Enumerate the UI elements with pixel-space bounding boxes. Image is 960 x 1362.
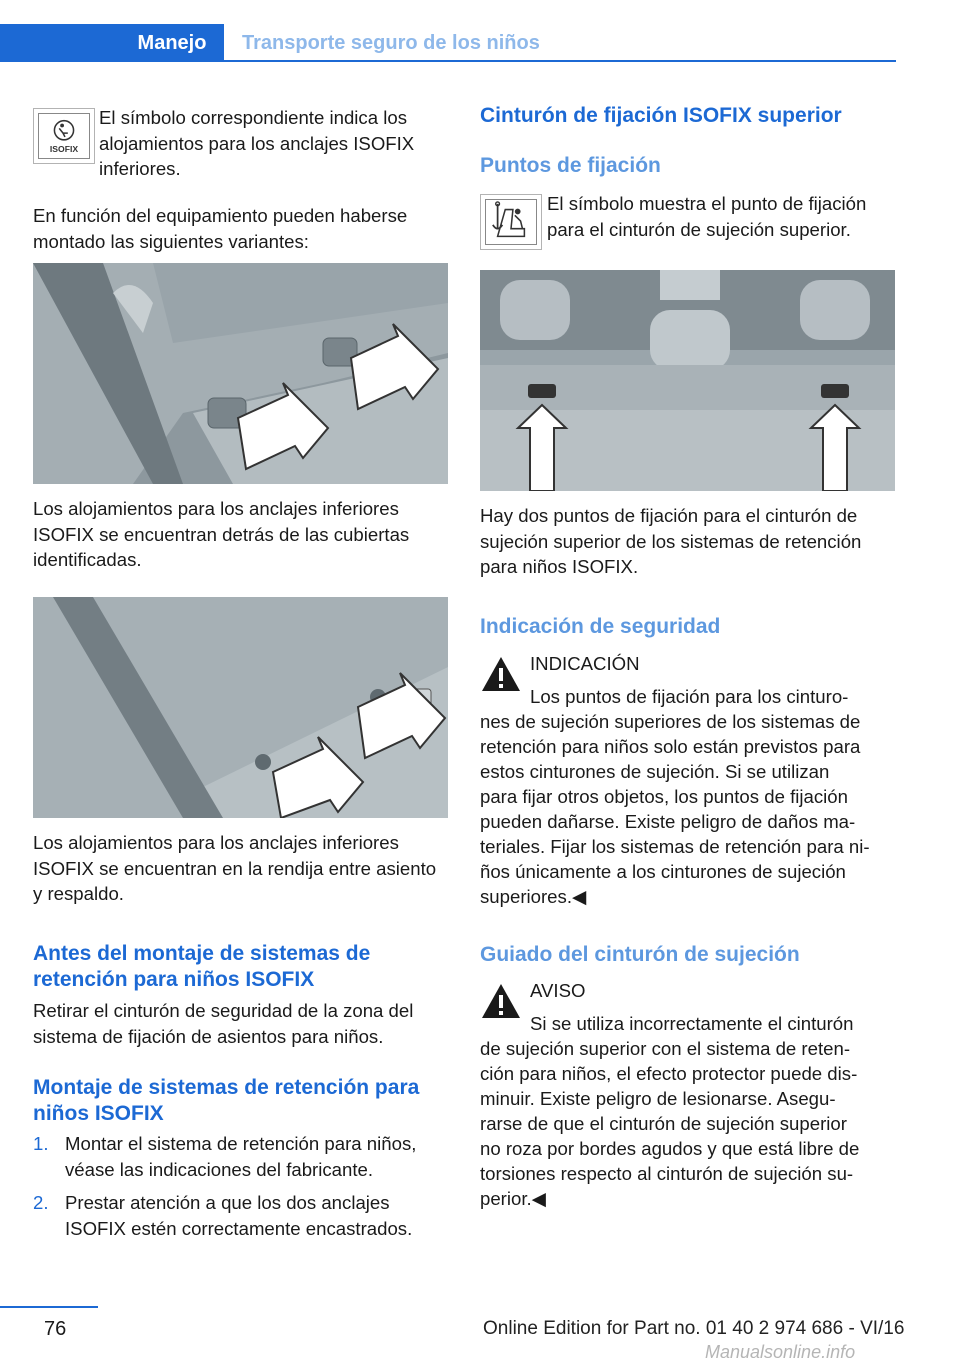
photo3-caption: Hay dos puntos de fijación para el cinturón de sujeción superior de los sistemas de retención para niños ISOFIX. <box>480 505 862 578</box>
step-text: Prestar atención a que los dos anclajes ISOFIX estén correctamente encastrados. <box>65 1192 413 1239</box>
notice-line: Los puntos de fijación para los cinturo- <box>530 686 849 707</box>
isofix-child-seat-icon <box>39 114 89 158</box>
step-number: 1. <box>33 1133 49 1154</box>
safety-heading: Indicación de seguridad <box>480 615 721 638</box>
photo-tether-points <box>480 270 895 491</box>
page-number: 76 <box>44 1318 67 1340</box>
photo2-caption: Los alojamientos para los anclajes inferiores ISOFIX se encuentran en la rendija entre asiento y respaldo. <box>33 832 437 905</box>
warning-line: Si se utiliza incorrectamente el cinturón <box>530 1013 854 1034</box>
isofix-symbol <box>33 108 95 164</box>
variants-text: En función del equipamiento pueden haberse montado las siguientes variantes: <box>33 205 408 252</box>
warning-line: no roza por bordes agudos y que está libre de <box>480 1138 860 1159</box>
anchor-points-heading: Puntos de fijación <box>480 154 661 177</box>
chapter-title[interactable]: Transporte seguro de los niños <box>242 32 540 54</box>
warning-label: AVISO <box>530 980 586 1001</box>
warning-line: ción para niños, el efecto protector puede dis- <box>480 1063 858 1084</box>
notice-line: nes de sujeción superiores de los sistemas de <box>480 711 861 732</box>
list-item <box>33 1131 448 1182</box>
footer-rule <box>0 1306 98 1308</box>
before-mounting-text: Retirar el cinturón de seguridad de la zona del sistema de fijación de asientos para niños. <box>33 1000 414 1047</box>
warning-line: de sujeción superior con el sistema de reten- <box>480 1038 851 1059</box>
warning-line: rarse de que el cinturón de sujeción superior <box>480 1113 847 1134</box>
mounting-heading: Montaje de sistemas de retención para niños ISOFIX <box>33 1076 420 1125</box>
notice-label: INDICACIÓN <box>530 653 640 674</box>
notice-line: ños únicamente a los cinturones de sujeción <box>480 861 846 882</box>
warning-line: perior.◀ <box>480 1188 546 1209</box>
warning-triangle-icon <box>480 655 522 693</box>
notice-line: teriales. Fijar los sistemas de retención para ni- <box>480 836 870 857</box>
mounting-steps <box>33 1131 448 1249</box>
before-mounting-heading: Antes del montaje de sistemas de retención para niños ISOFIX <box>33 942 371 991</box>
warning-line: minuir. Existe peligro de lesionarse. Asegu- <box>480 1088 836 1109</box>
photo-isofix-gap <box>33 597 448 818</box>
section-tab[interactable]: Manejo <box>120 24 224 62</box>
list-item <box>33 1190 448 1241</box>
notice-line: pueden dañarse. Existe peligro de daños ma- <box>480 811 856 832</box>
header-rule <box>224 60 896 62</box>
routing-heading: Guiado del cinturón de sujeción <box>480 943 800 966</box>
isofix-intro-text: El símbolo correspondiente indica los alojamientos para los anclajes ISOFIX inferiores. <box>99 107 415 180</box>
notice-line: estos cinturones de sujeción. Si se utilizan <box>480 761 830 782</box>
isofix-symbol-label: ISOFIX <box>49 144 79 155</box>
step-number: 2. <box>33 1192 49 1214</box>
top-tether-heading: Cinturón de fijación ISOFIX superior <box>480 104 842 127</box>
warning-triangle-icon <box>480 982 522 1020</box>
top-tether-anchor-icon <box>486 200 536 244</box>
photo-isofix-covers <box>33 263 448 484</box>
anchor-symbol <box>480 194 542 250</box>
notice-line: superiores.◀ <box>480 886 587 907</box>
step-text: Montar el sistema de retención para niños, véase las indicaciones del fabricante. <box>65 1133 417 1180</box>
watermark: Manualsonline.info <box>705 1342 856 1362</box>
photo1-caption: Los alojamientos para los anclajes inferiores ISOFIX se encuentran detrás de las cubiertas identificadas. <box>33 498 410 571</box>
notice-line: para fijar otros objetos, los puntos de fijación <box>480 786 848 807</box>
footer-edition: Online Edition for Part no. 01 40 2 974 686 - VI/16 <box>483 1318 905 1339</box>
warning-line: torsiones respecto al cinturón de sujeción su- <box>480 1163 854 1184</box>
header-accent-bar <box>0 24 120 62</box>
anchor-symbol-text: El símbolo muestra el punto de fijación para el cinturón de sujeción superior. <box>547 193 867 240</box>
notice-line: retención para niños solo están previstos para <box>480 736 861 757</box>
